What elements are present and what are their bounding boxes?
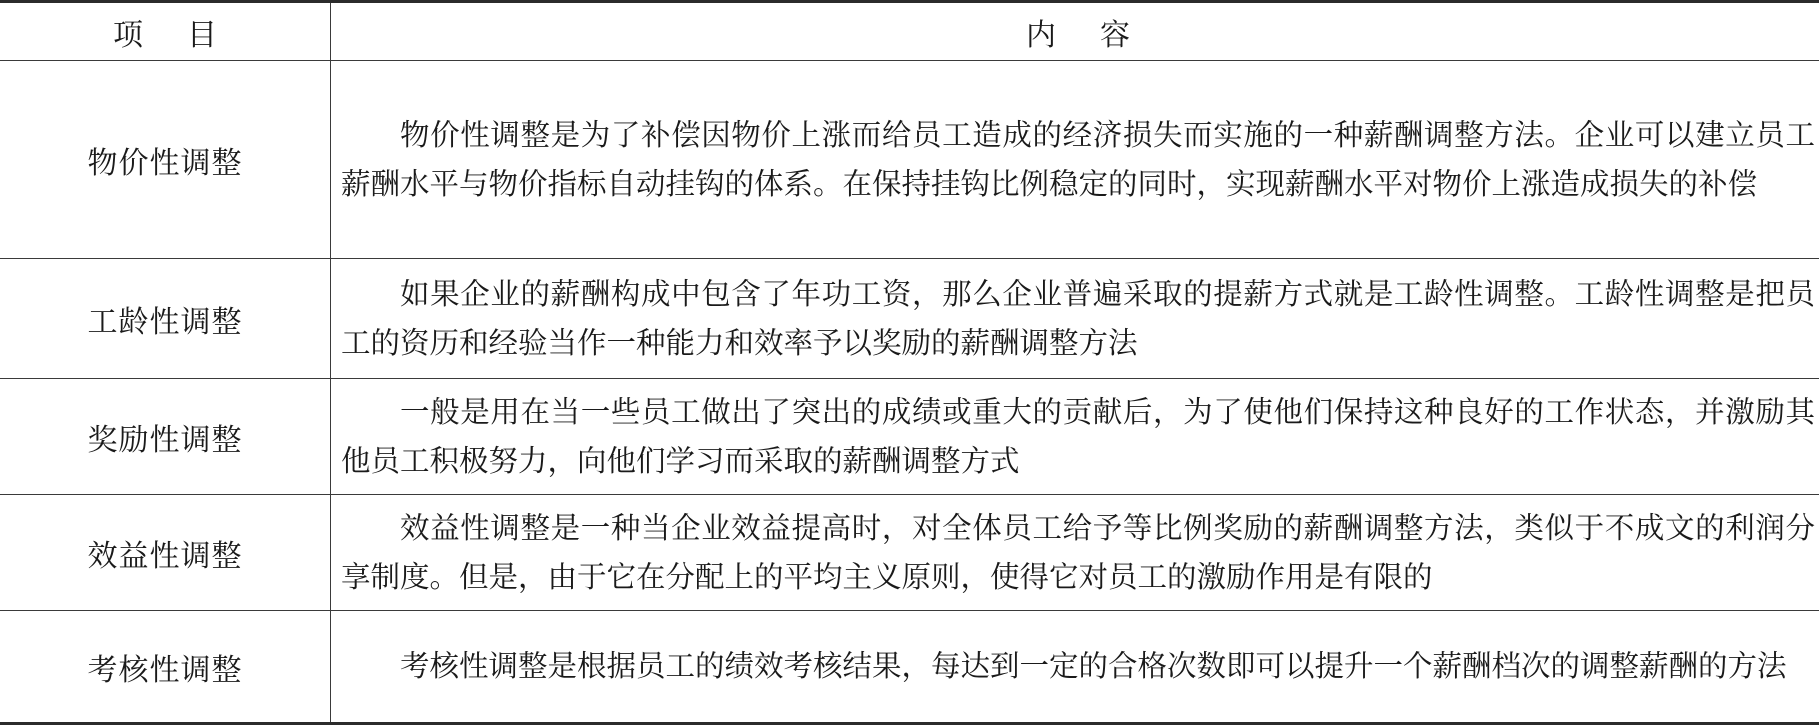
row-item-label: 考核性调整 bbox=[87, 652, 243, 688]
row-item-label: 工龄性调整 bbox=[87, 304, 243, 340]
row-content-text: 物价性调整是为了补偿因物价上涨而给员工造成的经济损失而实施的一种薪酬调整方法。企业可以建立员工薪酬水平与物价指标自动挂钩的体系。在保持挂钩比例稳定的同时，实现薪酬水平对物价上涨造成损失的补偿 bbox=[341, 117, 1815, 201]
table-row bbox=[0, 611, 1819, 722]
row-content-text: 考核性调整是根据员工的绩效考核结果，每达到一定的合格次数即可以提升一个薪酬档次的调整薪酬的方法 bbox=[400, 649, 1787, 683]
row-item-cell bbox=[0, 495, 331, 610]
row-content-cell bbox=[331, 259, 1819, 378]
table-row bbox=[0, 495, 1819, 611]
table-header-row bbox=[0, 3, 1819, 61]
header-item-label: 项目 bbox=[113, 17, 261, 53]
row-content-cell bbox=[331, 611, 1819, 722]
table-row bbox=[0, 379, 1819, 495]
row-content-cell bbox=[331, 379, 1819, 494]
table-row bbox=[0, 61, 1819, 259]
row-content-text: 一般是用在当一些员工做出了突出的成绩或重大的贡献后，为了使他们保持这种良好的工作状态，并激励其他员工积极努力，向他们学习而采取的薪酬调整方式 bbox=[341, 394, 1815, 478]
row-item-label: 效益性调整 bbox=[87, 538, 243, 574]
row-item-cell bbox=[0, 61, 331, 258]
header-item-cell bbox=[0, 3, 331, 60]
row-item-label: 物价性调整 bbox=[87, 145, 243, 181]
header-content-label: 内容 bbox=[1026, 17, 1174, 53]
header-content-cell bbox=[331, 3, 1819, 60]
table-row bbox=[0, 259, 1819, 379]
row-content-text: 如果企业的薪酬构成中包含了年功工资，那么企业普遍采取的提薪方式就是工龄性调整。工龄性调整是把员工的资历和经验当作一种能力和效率予以奖励的薪酬调整方法 bbox=[341, 276, 1815, 360]
row-content-cell bbox=[331, 495, 1819, 610]
row-item-cell bbox=[0, 259, 331, 378]
row-item-cell bbox=[0, 379, 331, 494]
row-item-cell bbox=[0, 611, 331, 722]
row-item-label: 奖励性调整 bbox=[87, 422, 243, 458]
row-content-cell bbox=[331, 61, 1819, 258]
row-content-text: 效益性调整是一种当企业效益提高时，对全体员工给予等比例奖励的薪酬调整方法，类似于不成文的利润分享制度。但是，由于它在分配上的平均主义原则，使得它对员工的激励作用是有限的 bbox=[341, 510, 1815, 594]
